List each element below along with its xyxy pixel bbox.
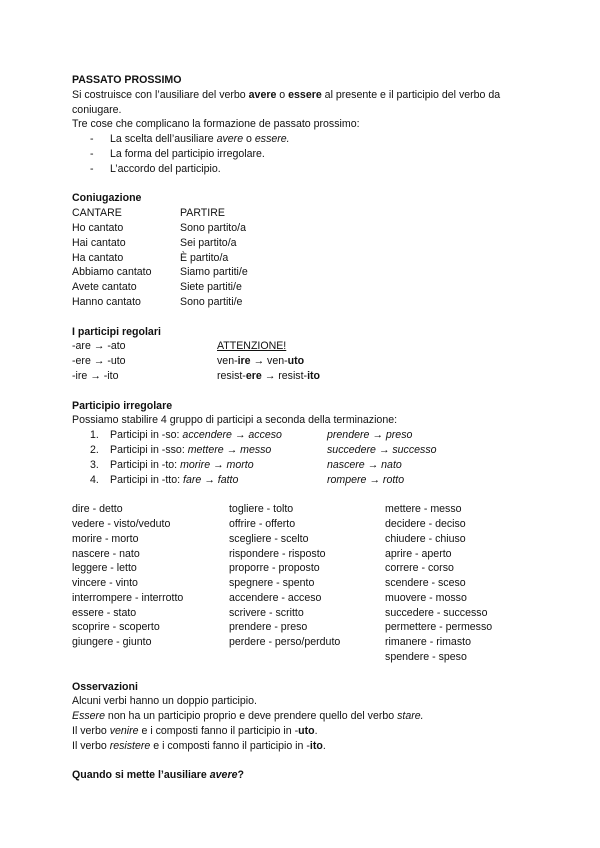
list-item: rimanere - rimasto <box>385 636 471 649</box>
numbered-item: 4. Participi in -tto: fare → fatto rompere → rotto <box>90 473 405 486</box>
list-item: accendere - acceso <box>228 591 322 604</box>
list-item: scegliere - scelto <box>228 532 309 545</box>
conjugation-row: Hanno cantato Sono partiti/e <box>72 295 243 308</box>
numbered-item: 3. Participi in -to: morire → morto nascere → nato <box>90 458 402 471</box>
irregular-intro: Possiamo stabilire 4 gruppo di participi a seconda della terminazione: <box>72 414 398 427</box>
list-item: rispondere - risposto <box>228 547 326 560</box>
list-item: vincere - vinto <box>72 577 138 590</box>
bullet-item: - La forma del participio irregolare. <box>90 147 265 160</box>
list-item: mettere - messo <box>385 503 462 516</box>
list-item: nascere - nato <box>72 547 140 560</box>
attenzione-label: ATTENZIONE! <box>217 340 287 353</box>
list-item: essere - stato <box>72 606 137 619</box>
list-item: aprire - aperto <box>385 547 452 560</box>
conjugation-row: Ho cantato Sono partito/a <box>72 221 246 234</box>
list-item: leggere - letto <box>72 562 137 575</box>
list-item: spendere - speso <box>385 651 467 664</box>
intro-paragraph: Si costruisce con l’ausiliare del verbo avere o essere al presente e il participio del verbo da <box>72 88 501 101</box>
participle-column <box>229 502 385 665</box>
conjugation-row: Avete cantato Siete partiti/e <box>72 281 242 294</box>
list-item: correre - corso <box>385 562 454 575</box>
attenzione-example: ven-ire → ven-uto <box>217 355 305 368</box>
list-item: scoprire - scoperto <box>72 621 160 634</box>
list-item: scrivere - scritto <box>228 606 304 619</box>
document-title: PASSATO PROSSIMO <box>72 74 182 86</box>
observation-line: Il verbo resistere e i composti fanno il participio in -ito. <box>72 739 326 752</box>
participle-column <box>72 502 229 665</box>
intro-paragraph-cont: coniugare. <box>72 103 122 116</box>
observation-line: Alcuni verbi hanno un doppio participio. <box>72 695 257 708</box>
list-item: muovere - mosso <box>385 591 467 604</box>
observation-line: Essere non ha un participio proprio e deve prendere quello del verbo stare. <box>72 710 424 723</box>
bullet-item: - L’accordo del participio. <box>90 162 221 175</box>
list-item: scendere - sceso <box>385 577 466 590</box>
list-item: spegnere - spento <box>228 577 315 590</box>
list-item: decidere - deciso <box>385 517 466 530</box>
participle-column <box>385 502 542 665</box>
section-heading-coniugazione: Coniugazione <box>72 192 142 205</box>
list-item: morire - morto <box>72 532 139 545</box>
section-heading-irregolare: Participio irregolare <box>72 399 173 412</box>
attenzione-example: resist-ere → resist-ito <box>217 369 321 382</box>
conjugation-row: Abbiamo cantato Siamo partiti/e <box>72 266 248 279</box>
list-item: proporre - proposto <box>228 562 320 575</box>
regular-row: -ire → -ito resist-ere → resist-ito <box>72 369 321 382</box>
numbered-item: 1. Participi in -so: accendere → acceso prendere → preso <box>90 429 413 442</box>
list-item: permettere - permesso <box>385 621 493 634</box>
section-heading-domanda: Quando si mette l’ausiliare avere? <box>72 769 244 782</box>
section-heading-osservazioni: Osservazioni <box>72 680 138 693</box>
list-item: interrompere - interrotto <box>72 591 184 604</box>
bullet-item: - La scelta dell’ausiliare avere o essere. <box>90 133 290 146</box>
list-item: prendere - preso <box>228 621 308 634</box>
list-item: chiudere - chiuso <box>385 532 466 545</box>
regular-row: -ere → -uto ven-ire → ven-uto <box>72 355 305 368</box>
participle-list <box>72 502 542 665</box>
observation-line: Il verbo venire e i composti fanno il participio in -uto. <box>72 725 318 738</box>
list-item: succedere - successo <box>385 606 488 619</box>
list-item: offrire - offerto <box>228 517 296 530</box>
conjugation-header-row: CANTARE PARTIRE <box>72 207 225 220</box>
document-page <box>72 73 542 783</box>
regular-row: -are → -ato ATTENZIONE! <box>72 340 287 353</box>
list-item: vedere - visto/veduto <box>72 517 171 530</box>
intro-list-lead: Tre cose che complicano la formazione de passato prossimo: <box>72 118 360 131</box>
numbered-item: 2. Participi in -sso: mettere → messo succedere → successo <box>90 443 437 456</box>
section-heading-regolari: I participi regolari <box>72 325 161 338</box>
conjugation-row: Ha cantato È partito/a <box>72 251 229 264</box>
list-item: togliere - tolto <box>228 503 294 516</box>
list-item: perdere - perso/perduto <box>228 636 341 649</box>
conjugation-row: Hai cantato Sei partito/a <box>72 236 237 249</box>
list-item: dire - detto <box>72 503 123 516</box>
list-item: giungere - giunto <box>72 636 152 649</box>
